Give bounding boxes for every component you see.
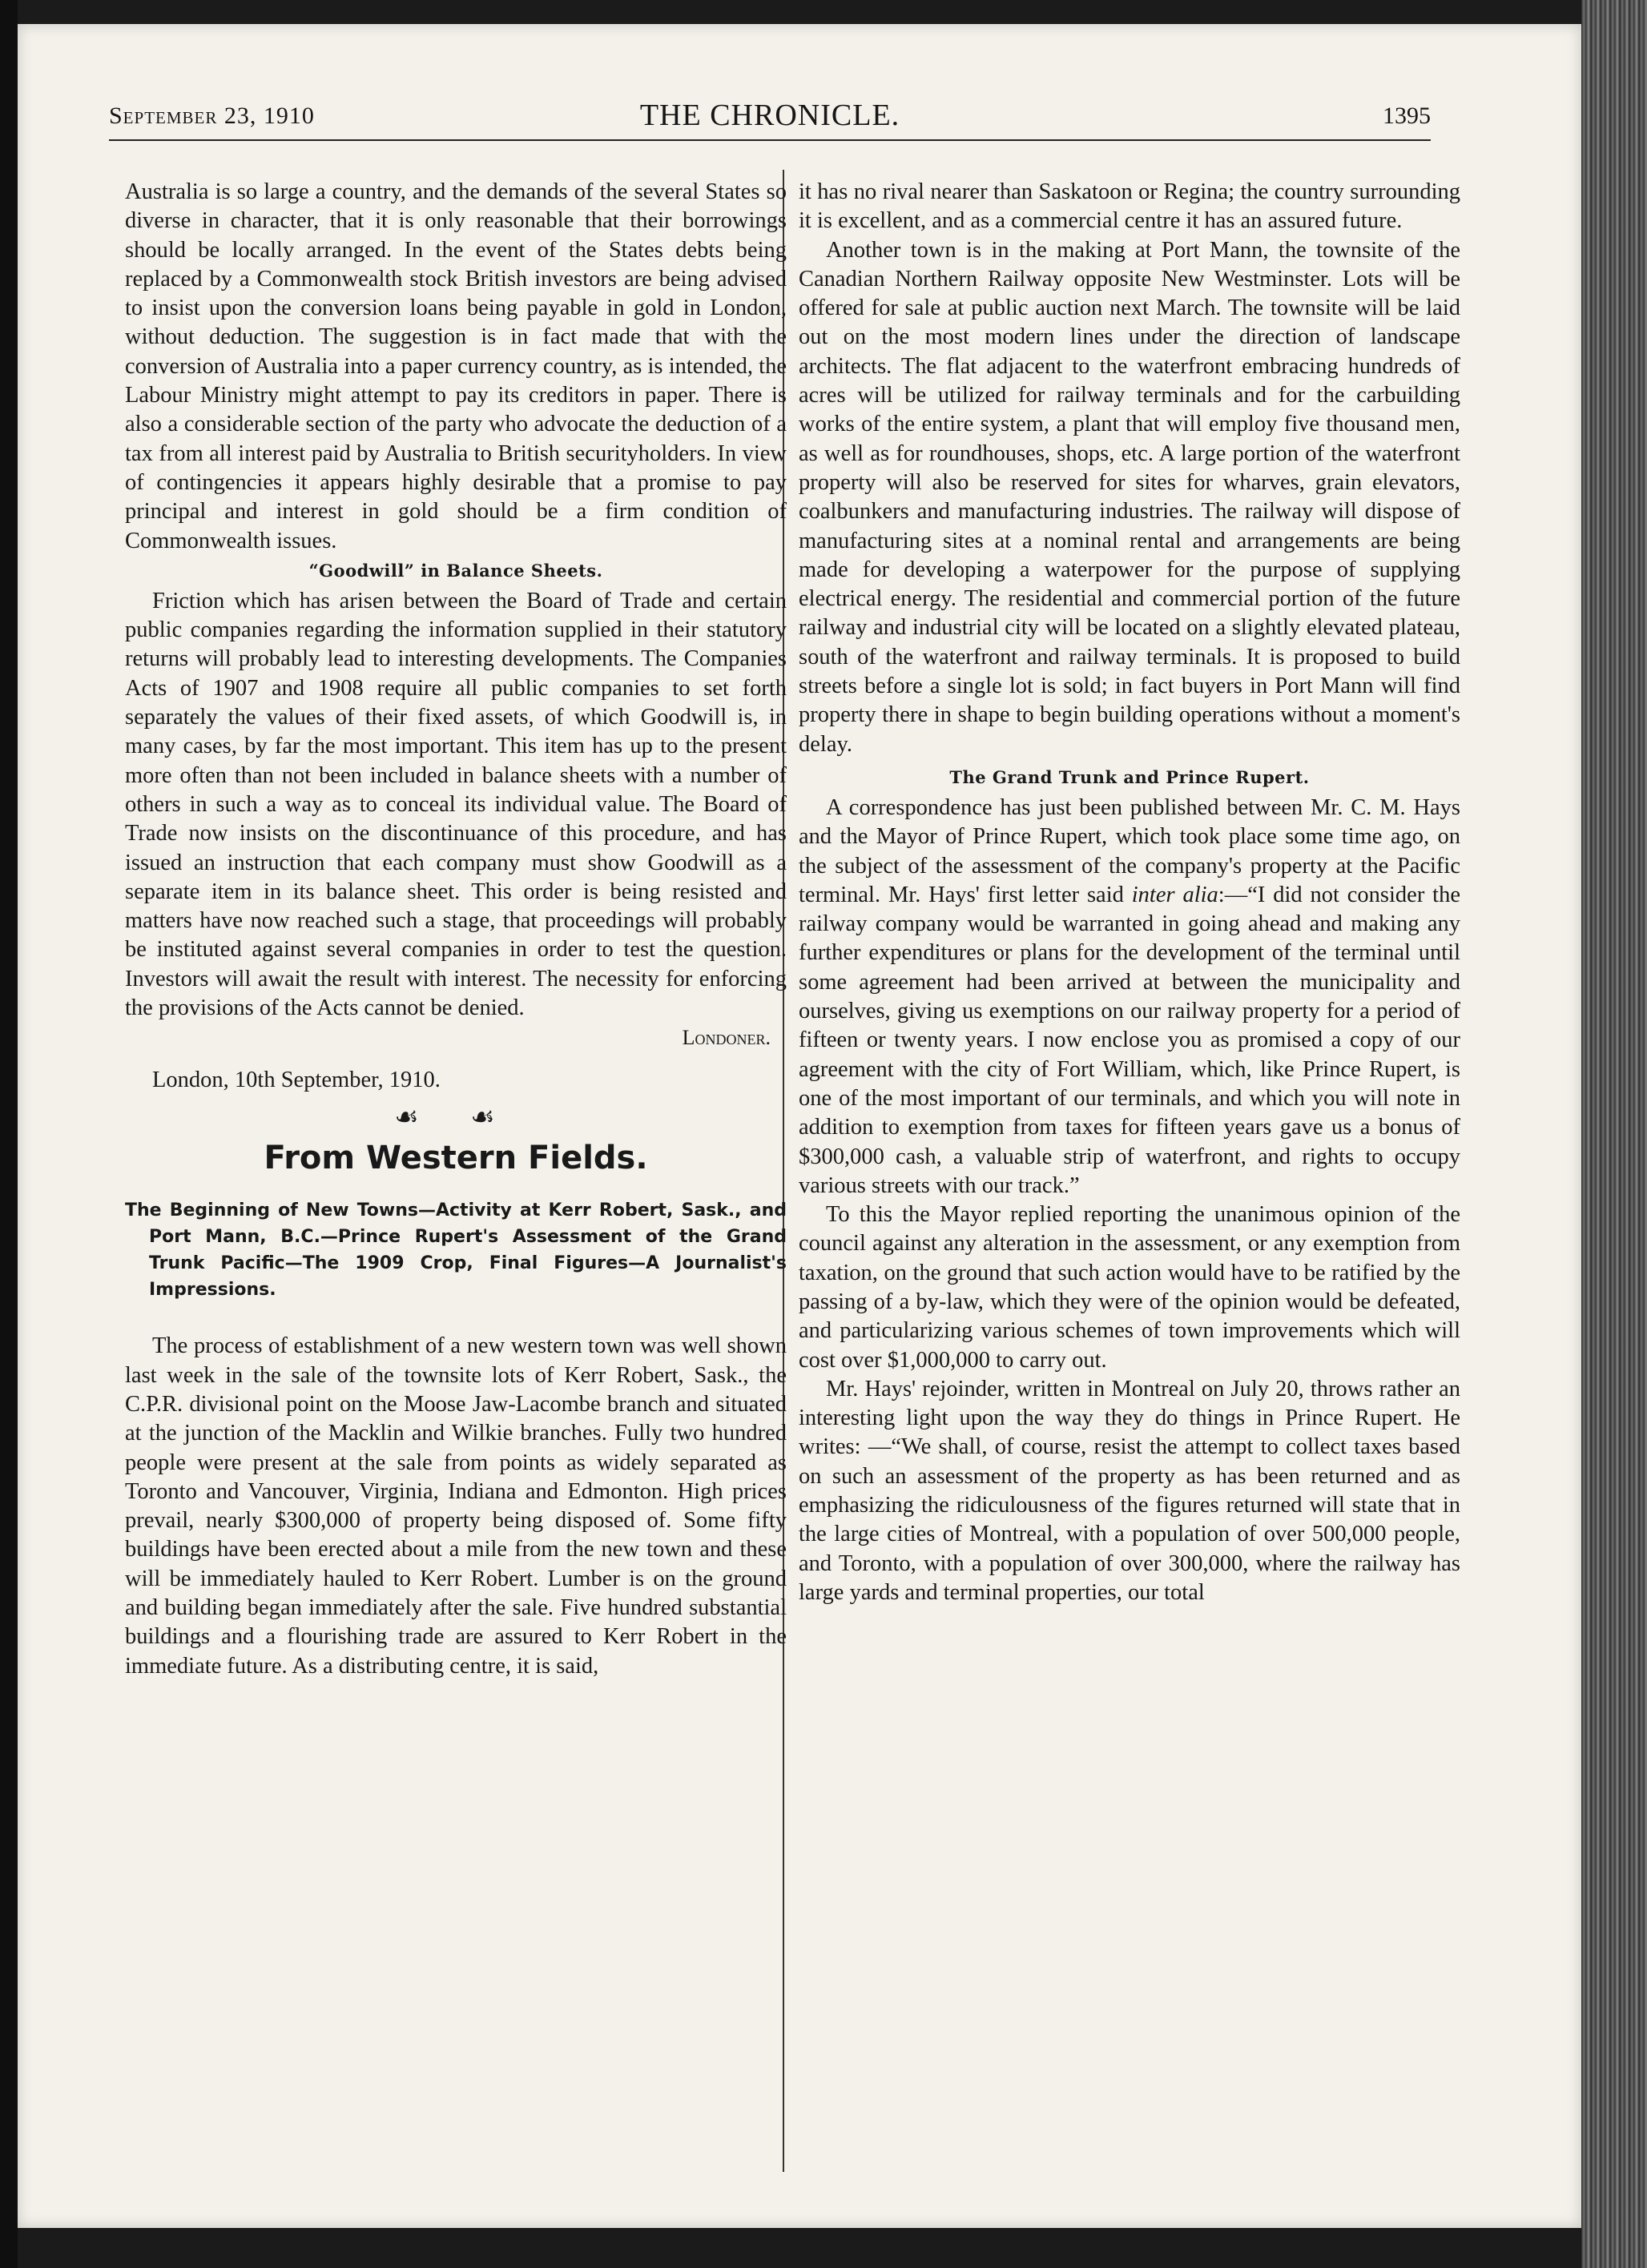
paragraph-kerr-robert: The process of establishment of a new western town was well shown last week in the sale of the townsite lots of Kerr Robert, Sask., the C.P.R. divisional point on the Moose Jaw-Lacombe branch and situated at the junction of the Macklin and Wilkie branches. Fully two hundred people were present at the sale from points as widely separated as Toronto and Vancouver, Virginia, Indiana and Edmonton. High prices prevail, nearly $300,000 of property being disposed of. Some fifty buildings have been erected about a mile from the new town and these will be immediately hauled to Kerr Robert. Lumber is on the ground and building began immediately after the sale. Five hundred substantial buildings and a flourishing trade are assured to Kerr Robert in the immediate future. As a distributing centre, it is said,: [125, 1333, 787, 1679]
headline-deck: The Beginning of New Towns—Activity at Kerr Robert, Sask., and Port Mann, B.C.—Prince Rupert's Assessment of the Grand Trunk Pacific—The 1909 Crop, Final Figures—A Journalist's Impressions.: [125, 1200, 787, 1301]
left-column: [125, 178, 787, 1681]
header-date: September 23, 1910: [109, 103, 315, 129]
right-column: [799, 178, 1460, 1607]
newspaper-page: [18, 24, 1581, 2228]
paragraph-australia: Australia is so large a country, and the demands of the several States so diverse in character, that it is only reasonable that their borrowings should be locally arranged. In the event of the States debts being replaced by a Commonwealth stock British investors are being advised to insist upon the conversion loans being payable in gold in London, without deduction. The suggestion is in fact made that with the conversion of Australia into a paper currency country, as is intended, the Labour Ministry might attempt to pay its creditors in paper. There is also a considerable section of the party who advocate the deduction of a tax from all interest paid by Australia to British securityholders. In view of contingencies it appears highly desirable that a promise to pay principal and interest in gold should be a firm condition of Commonwealth issues.: [125, 179, 787, 553]
section-headline: From Western Fields.: [264, 1140, 648, 1177]
page-header: [109, 98, 1431, 138]
hays-letter-quote: :—“I did not consider the railway company would be warranted in going ahead and making any further expenditures or plans for the development of the terminal until some agreement had been arrived at between the municipality and ourselves, giving us exemptions on our railway property for a period of fifteen or twenty years. I now enclose you as promised a copy of our agreement with the city of Fort William, which, like Prince Rupert, is one of the most important of our terminals, and which you will note in addition to exemption from taxes for fifteen years gave us a bonus of $300,000 cash, a valuable strip of waterfront, and rights to occupy various streets with our track.”: [799, 882, 1461, 1198]
dateline: London, 10th September, 1910.: [152, 1068, 441, 1093]
paragraph-port-mann: Another town is in the making at Port Mann, the townsite of the Canadian Northern Railway opposite New Westminster. Lots will be offered for sale at public auction next March. The townsite will be laid out on the most modern lines under the direction of landscape architects. The flat adjacent to the waterfront embracing hundreds of acres will be utilized for railway terminals and for the carbuilding works of the entire system, a plant that will employ five thousand men, as well as for roundhouses, shops, etc. A large portion of the waterfront property will also be reserved for sites for wharves, grain elevators, coalbunkers and manufacturing industries. The railway will dispose of manufacturing sites at a nominal rental and arrangements are being made for developing a waterpower for the purpose of supplying electrical energy. The residential and commercial portion of the future railway and industrial city will be located on a slightly elevated plateau, south of the waterfront and railway terminals. It is proposed to build streets before a single lot is sold; in fact buyers in Port Mann will find property there in shape to begin building operations without a moment's delay.: [799, 237, 1460, 757]
author-signature: Londoner.: [682, 1026, 771, 1050]
subhead-goodwill: “Goodwill” in Balance Sheets.: [308, 560, 603, 581]
hays-letter-intro: A correspondence has just been published between Mr. C. M. Hays and the Mayor of Prince Rupert, which took place some time ago, on the subject of the assessment of the company's property at the Pacific terminal. Mr. Hays' first letter said: [799, 794, 1460, 907]
subhead-grand-trunk: The Grand Trunk and Prince Rupert.: [949, 766, 1310, 787]
left-edge-shadow: [0, 0, 18, 2268]
publication-title: THE CHRONICLE.: [639, 99, 900, 132]
book-spine-edge: [1581, 0, 1647, 2268]
paragraph-hays-letter: [799, 794, 1460, 1200]
paragraph-hays-rejoinder: Mr. Hays' rejoinder, written in Montreal on July 20, throws rather an interesting light upon the way they do things in Prince Rupert. He writes: —“We shall, of course, resist the attempt to collect taxes based on such an assessment of the property as has been returned and as emphasizing the ridiculousness of the figures returned will state that in the large cities of Montreal, with a population of over 500,000 people, and Toronto, with a population of over 300,000, where the railway has large yards and terminal properties, our total: [799, 1376, 1460, 1605]
page-number: 1395: [1383, 103, 1431, 129]
header-rule: [109, 139, 1431, 141]
paragraph-goodwill: Friction which has arisen between the Board of Trade and certain public companies regarding the information supplied in their statutory returns will probably lead to interesting developments. The Companies Acts of 1907 and 1908 require all public companies to set forth separately the values of their fixed assets, of which Goodwill is, in many cases, by far the most important. This item has up to the present more often than not been included in balance sheets with a number of others in such a way as to conceal its individual value. The Board of Trade now insists on the discontinuance of this procedure, and has issued an instruction that each company must show Goodwill as a separate item in its balance sheet. This order is being resisted and matters have now reached such a stage, that proceedings will probably be instituted against several companies in order to test the question. Investors will await the result with interest. The necessity for enforcing the provisions of the Acts cannot be denied.: [125, 588, 787, 1021]
hays-letter-latin: inter alia: [1131, 882, 1218, 907]
paragraph-continuation: it has no rival nearer than Saskatoon or Regina; the country surrounding it is excellent, and as a commercial centre it has an assured future.: [799, 179, 1460, 234]
paragraph-mayor-reply: To this the Mayor replied reporting the unanimous opinion of the council against any alteration in the assessment, or any exemption from taxation, on the ground that such action would have to be ratified by the passing of a by-law, which they were of the opinion would be defeated, and particularizing various schemes of town improvements which will cost over $1,000,000 to carry out.: [799, 1202, 1460, 1373]
ornament-icon: ☙ ☙: [394, 1103, 517, 1133]
